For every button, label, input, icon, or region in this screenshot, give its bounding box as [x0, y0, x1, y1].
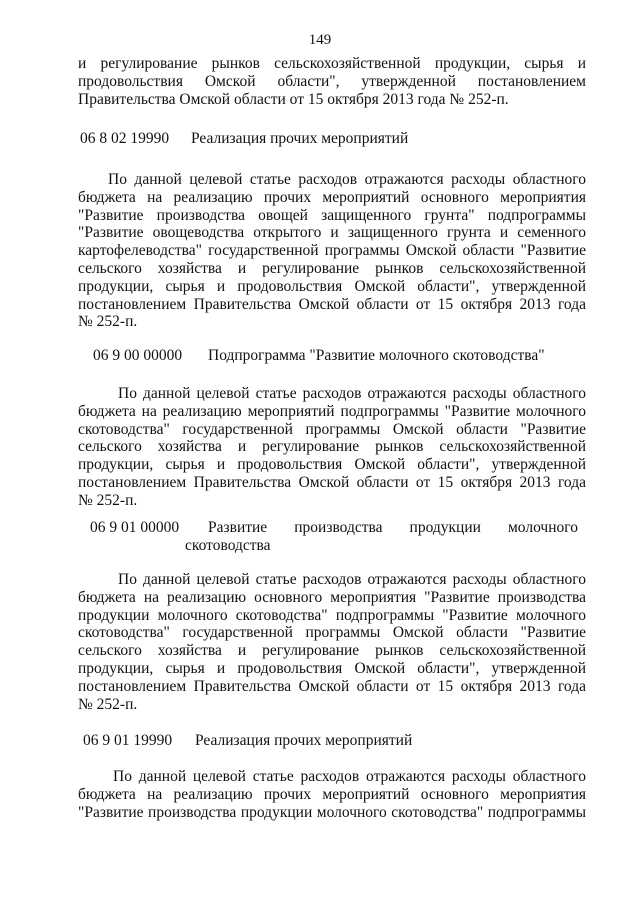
- text-line: сельского хозяйства и регулирование рынков сельскохозяйственной: [78, 259, 586, 277]
- section-paragraph: [78, 171, 586, 331]
- text-line: "Развитие производства овощей защищенного грунта" подпрограммы: [78, 206, 586, 224]
- section-title: Реализация прочих мероприятий: [195, 732, 413, 749]
- text-line: № 252-п.: [78, 695, 138, 713]
- text-line: бюджета на реализацию основного мероприятия "Развитие производства: [78, 588, 586, 606]
- text-line: № 252-п.: [78, 313, 138, 331]
- section-title: Реализация прочих мероприятий: [191, 130, 409, 147]
- text-line: скотоводства" государственной программы Омской области "Развитие: [78, 624, 586, 642]
- section-title: Подпрограмма "Развитие молочного скотоводства": [208, 347, 545, 364]
- text-line: постановлением Правительства Омской области от 15 октября 2013 года: [78, 677, 586, 695]
- budget-code: 06 9 01 00000: [90, 519, 180, 536]
- text-line: бюджета на реализацию мероприятий подпрограммы "Развитие молочного: [78, 402, 586, 420]
- budget-code: 06 9 01 19990: [83, 732, 173, 749]
- text-line: № 252-п.: [78, 491, 138, 509]
- text-line: продукции, сырья и продовольствия Омской области", утвержденной: [78, 456, 586, 474]
- text-line: продукции молочного скотоводства" подпрограммы "Развитие молочного: [78, 606, 586, 624]
- text-line: сельского хозяйства и регулирование рынков сельскохозяйственной: [78, 642, 586, 660]
- text-line: постановлением Правительства Омской области от 15 октября 2013 года: [78, 295, 586, 313]
- section-title: скотоводства: [185, 536, 271, 554]
- text-line: "Развитие овощеводства открытого и защищенного грунта и семенного: [78, 224, 586, 242]
- section-paragraph: [78, 385, 586, 510]
- text-line: По данной целевой статье расходов отражаются расходы областного: [113, 768, 586, 785]
- text-line: По данной целевой статье расходов отражаются расходы областного: [118, 571, 586, 588]
- text-line: продовольствия Омской области", утвержденной постановлением: [78, 72, 586, 90]
- intro-paragraph: [78, 55, 586, 108]
- section-paragraph: [78, 571, 586, 713]
- text-line: скотоводства" государственной программы Омской области "Развитие: [78, 420, 586, 438]
- page-number: 149: [308, 32, 332, 48]
- budget-code: 06 8 02 19990: [80, 130, 170, 147]
- budget-code: 06 9 00 00000: [93, 347, 183, 364]
- text-line: постановлением Правительства Омской области от 15 октября 2013 года: [78, 473, 586, 491]
- text-line: и регулирование рынков сельскохозяйственной продукции, сырья и: [78, 55, 586, 72]
- text-line: продукции, сырья и продовольствия Омской области", утвержденной: [78, 277, 586, 295]
- section-title: Развитие производства продукции молочного: [208, 519, 578, 536]
- text-line: По данной целевой статье расходов отражаются расходы областного: [108, 171, 586, 188]
- text-line: По данной целевой статье расходов отражаются расходы областного: [118, 385, 586, 402]
- text-line: картофелеводства" государственной программы Омской области "Развитие: [78, 242, 586, 260]
- text-line: бюджета на реализацию прочих мероприятий основного мероприятия: [78, 188, 586, 206]
- section-paragraph: [78, 768, 586, 821]
- text-line: бюджета на реализацию прочих мероприятий основного мероприятия: [78, 785, 586, 803]
- text-line: продукции, сырья и продовольствия Омской области", утвержденной: [78, 659, 586, 677]
- text-line: Правительства Омской области от 15 октября 2013 года № 252-п.: [78, 90, 509, 108]
- text-line: "Развитие производства продукции молочного скотоводства" подпрограммы: [78, 803, 586, 821]
- text-line: сельского хозяйства и регулирование рынков сельскохозяйственной: [78, 438, 586, 456]
